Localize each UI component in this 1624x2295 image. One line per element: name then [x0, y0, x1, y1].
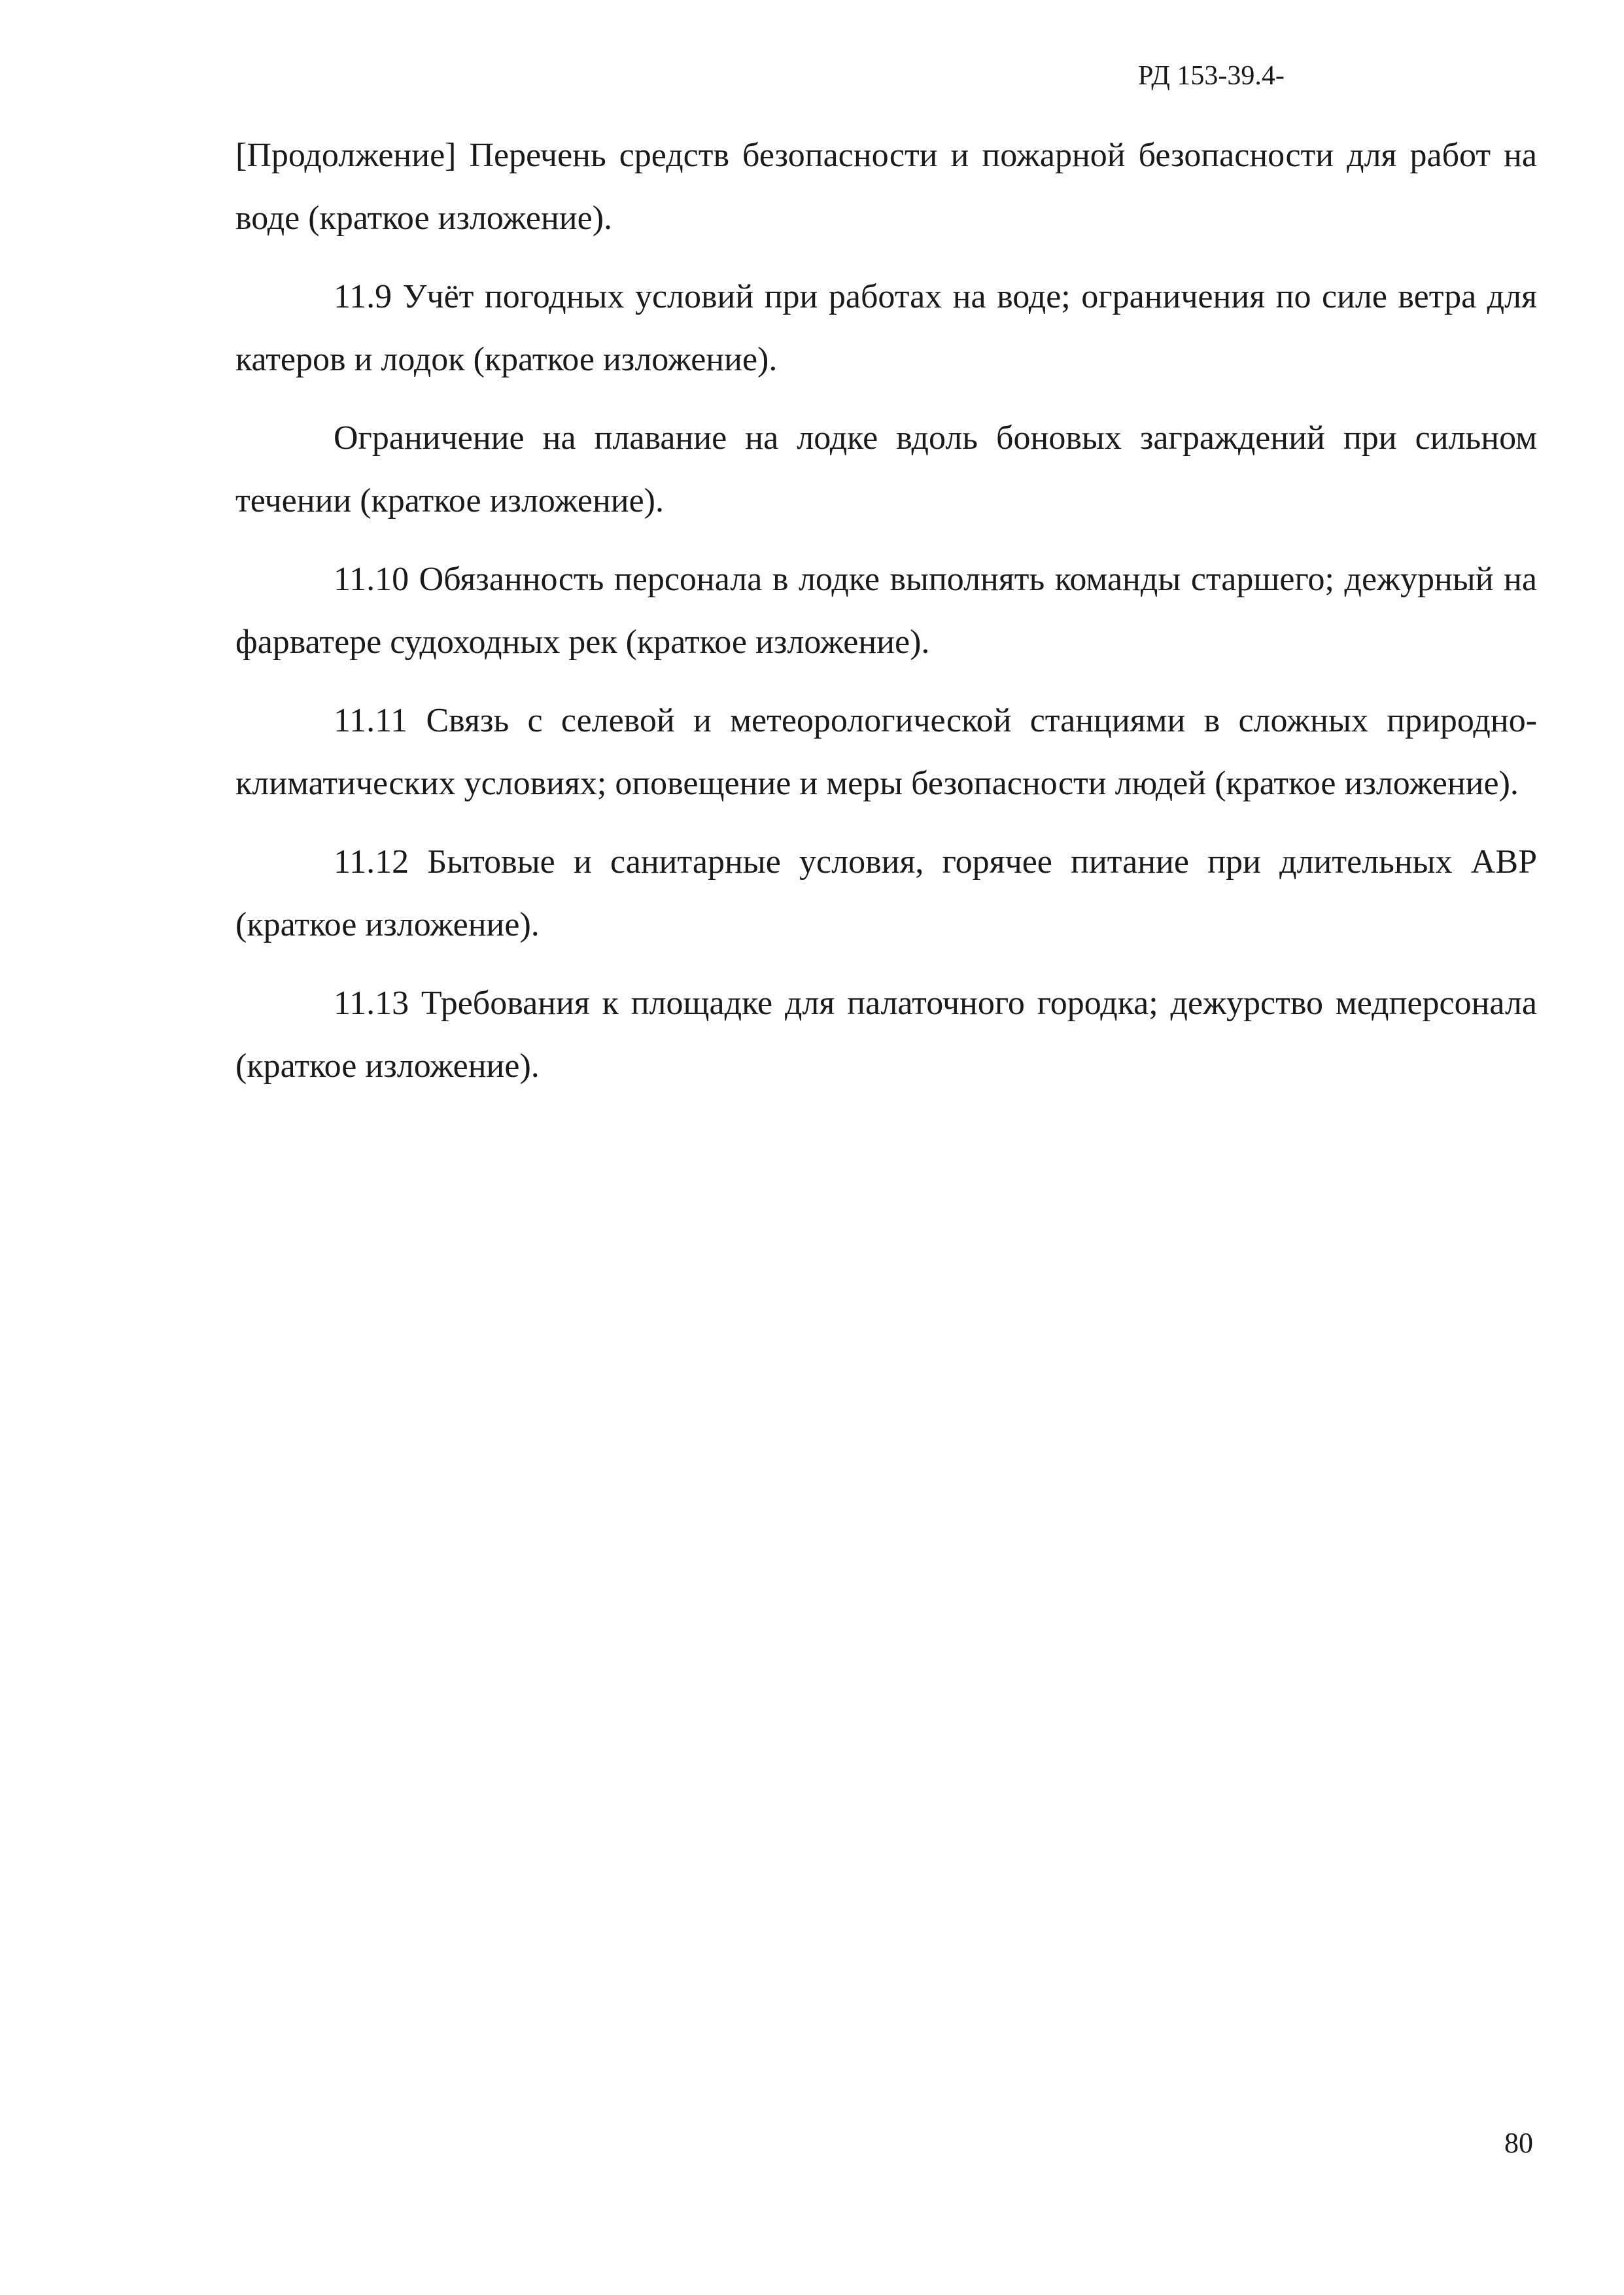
paragraph-continuation — [235, 124, 1537, 250]
clause-number: 11.13 — [334, 985, 409, 1022]
clause-number: 11.11 — [334, 702, 408, 739]
paragraph-11-13 — [235, 972, 1537, 1098]
paragraph-text: [Продолжение] Перечень средств безопасности и пожарной безопасности для работ на воде (краткое изложение). — [235, 137, 1537, 237]
document-code: РД 153-39.4- — [1138, 61, 1285, 91]
clause-number: 11.12 — [334, 843, 409, 881]
paragraph-text: Ограничение на плавание на лодке вдоль боновых заграждений при сильном течении (краткое изложение). — [235, 419, 1537, 519]
paragraph-11-10 — [235, 548, 1537, 674]
paragraph-text: Учёт погодных условий при работах на воде; ограничения по силе ветра для катеров и лодок (краткое изложение). — [235, 278, 1538, 378]
paragraph-11-12 — [235, 831, 1537, 956]
clause-number: 11.10 — [334, 561, 409, 598]
paragraph-text: Обязанность персонала в лодке выполнять команды старшего; дежурный на фарватере судоходных рек (краткое изложение). — [235, 561, 1538, 661]
body-text — [235, 124, 1537, 1113]
page-number: 80 — [1504, 2127, 1533, 2159]
paragraph-text: Связь с селевой и метеорологической станциями в сложных природно-климатических условиях; оповещение и меры безопасности людей (краткое изложение). — [235, 702, 1538, 802]
paragraph-text: Бытовые и санитарные условия, горячее питание при длительных АВР (краткое изложение). — [235, 843, 1537, 943]
paragraph-11-9 — [235, 266, 1537, 391]
paragraph-11-11 — [235, 690, 1537, 815]
paragraph-text: Требования к площадке для палаточного городка; дежурство медперсонала (краткое изложение). — [235, 985, 1537, 1085]
clause-number: 11.9 — [334, 278, 392, 315]
paragraph-current-limit — [235, 407, 1537, 533]
